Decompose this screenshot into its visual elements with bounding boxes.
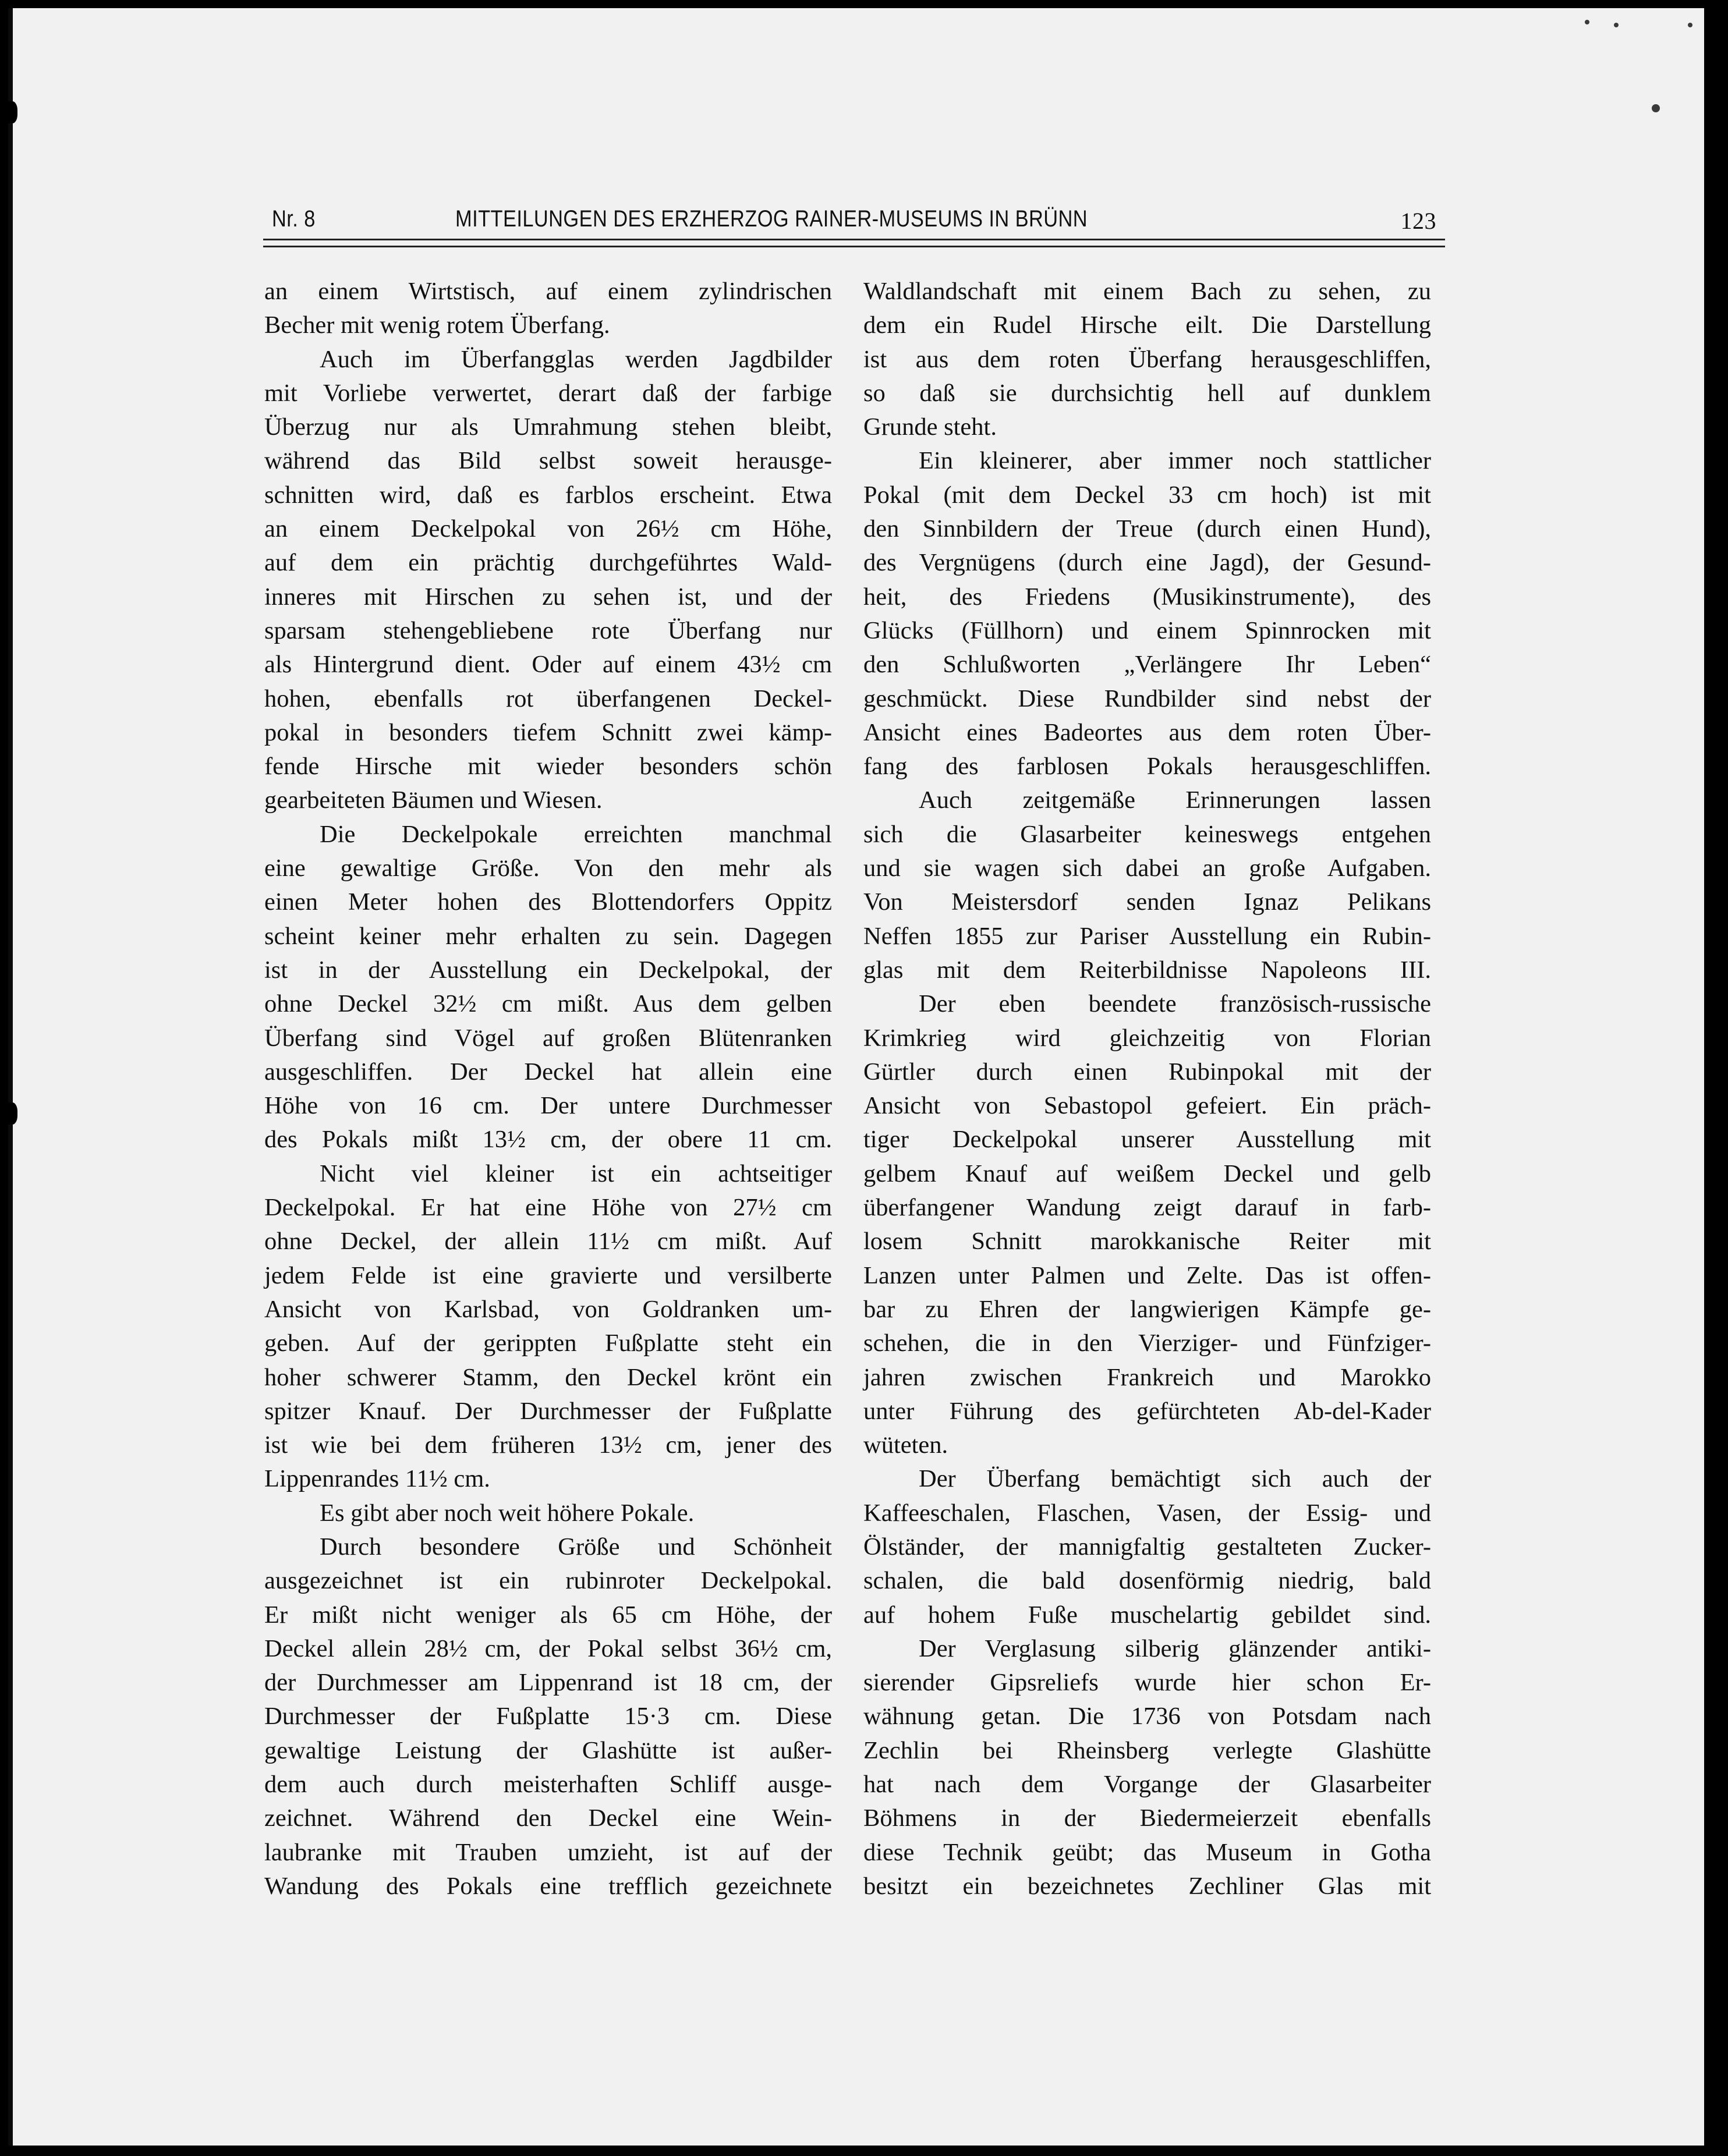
text-line: Nicht viel kleiner ist ein achtseitiger — [320, 1159, 832, 1187]
text-line: Kaffeeschalen, Flaschen, Vasen, der Essig- und — [863, 1499, 1431, 1527]
text-line: und sie wagen sich dabei an große Aufgaben. — [863, 854, 1431, 882]
text-line: so daß sie durchsichtig hell auf dunklem — [863, 379, 1431, 407]
text-line: diese Technik geübt; das Museum in Gotha — [863, 1838, 1431, 1866]
text-line: Lanzen unter Palmen und Zelte. Das ist offen- — [863, 1261, 1431, 1289]
text-line: an einem Wirtstisch, auf einem zylindrischen — [264, 278, 832, 305]
text-line: auf hohem Fuße muschelartig gebildet sind. — [863, 1601, 1431, 1629]
text-line: Krimkrieg wird gleichzeitig von Florian — [863, 1024, 1431, 1052]
text-line: Böhmens in der Biedermeierzeit ebenfalls — [863, 1804, 1431, 1832]
text-line: fang des farblosen Pokals herausgeschliffen. — [863, 753, 1431, 781]
binding-mark — [5, 101, 17, 123]
text-line: ausgezeichnet ist ein rubinroter Deckelpokal. — [264, 1567, 832, 1595]
text-line: Der Überfang bemächtigt sich auch der — [919, 1465, 1431, 1493]
text-line: auf dem ein prächtig durchgeführtes Wald- — [264, 549, 832, 577]
text-line: an einem Deckelpokal von 26½ cm Höhe, — [264, 515, 832, 543]
text-line: wüteten. — [863, 1431, 948, 1459]
text-line: Ansicht von Sebastopol gefeiert. Ein präch- — [863, 1092, 1431, 1120]
scan-speck — [1652, 104, 1660, 112]
text-line: zeichnet. Während den Deckel eine Wein- — [264, 1804, 832, 1832]
text-line: pokal in besonders tiefem Schnitt zwei kämp- — [264, 718, 832, 746]
text-line: als Hintergrund dient. Oder auf einem 43½ cm — [264, 651, 832, 679]
running-header — [263, 200, 1445, 241]
text-line: Neffen 1855 zur Pariser Ausstellung ein Rubin- — [863, 922, 1431, 950]
text-line: ohne Deckel 32½ cm mißt. Aus dem gelben — [264, 990, 832, 1018]
text-line: Die Deckelpokale erreichten manchmal — [320, 820, 832, 848]
text-line: Der Verglasung silberig glänzender antiki- — [919, 1634, 1431, 1662]
text-line: sierender Gipsreliefs wurde hier schon Er- — [863, 1669, 1431, 1697]
text-line: Ansicht eines Badeortes aus dem roten Über- — [863, 718, 1431, 746]
text-line: Ölständer, der mannigfaltig gestalteten Zucker- — [863, 1533, 1431, 1561]
text-line: Deckelpokal. Er hat eine Höhe von 27½ cm — [264, 1194, 832, 1222]
text-line: Wandung des Pokals eine trefflich gezeichnete — [264, 1872, 832, 1900]
text-line: heit, des Friedens (Musikinstrumente), des — [863, 583, 1431, 611]
text-line: Gürtler durch einen Rubinpokal mit der — [863, 1058, 1431, 1086]
text-line: schalen, die bald dosenförmig niedrig, bald — [863, 1567, 1431, 1595]
text-line: den Schlußworten „Verlängere Ihr Leben“ — [863, 651, 1431, 679]
text-line: ist in der Ausstellung ein Deckelpokal, der — [264, 956, 832, 984]
text-line: Höhe von 16 cm. Der untere Durchmesser — [264, 1092, 832, 1120]
text-line: besitzt ein bezeichnetes Zechliner Glas mit — [863, 1872, 1431, 1900]
text-line: Waldlandschaft mit einem Bach zu sehen, zu — [863, 278, 1431, 305]
text-line: jahren zwischen Frankreich und Marokko — [863, 1363, 1431, 1391]
text-line: überfangener Wandung zeigt darauf in farb- — [863, 1194, 1431, 1222]
text-line: gearbeiteten Bäumen und Wiesen. — [264, 786, 603, 814]
text-line: Von Meistersdorf senden Ignaz Pelikans — [863, 888, 1431, 916]
text-line: jedem Felde ist eine gravierte und versilberte — [264, 1261, 832, 1289]
text-line: schnitten wird, daß es farblos erscheint. Etwa — [264, 481, 832, 509]
text-line: der Durchmesser am Lippenrand ist 18 cm, der — [264, 1669, 832, 1697]
text-line: tiger Deckelpokal unserer Ausstellung mit — [863, 1126, 1431, 1154]
text-line: ist aus dem roten Überfang herausgeschliffen, — [863, 345, 1431, 373]
text-line: scheint keiner mehr erhalten zu sein. Dagegen — [264, 922, 832, 950]
scan-speck — [1614, 23, 1619, 27]
scan-speck — [1688, 23, 1692, 27]
text-line: Der eben beendete französisch-russische — [919, 990, 1431, 1018]
text-line: Überzug nur als Umrahmung stehen bleibt, — [264, 413, 832, 441]
text-line: Es gibt aber noch weit höhere Pokale. — [320, 1499, 695, 1527]
text-line: Auch im Überfangglas werden Jagdbilder — [320, 345, 832, 373]
text-column-right — [863, 275, 1431, 1903]
text-line: Deckel allein 28½ cm, der Pokal selbst 36½ cm, — [264, 1634, 832, 1662]
text-line: sich die Glasarbeiter keineswegs entgehen — [863, 820, 1431, 848]
text-line: hat nach dem Vorgange der Glasarbeiter — [863, 1771, 1431, 1799]
scan-speck — [1585, 20, 1589, 24]
text-line: ist wie bei dem früheren 13½ cm, jener des — [264, 1431, 832, 1459]
text-line: des Pokals mißt 13½ cm, der obere 11 cm. — [264, 1126, 832, 1154]
issue-number: Nr. 8 — [272, 206, 316, 232]
text-line: dem auch durch meisterhaften Schliff ausge- — [264, 1771, 832, 1799]
text-line: unter Führung des gefürchteten Ab-del-Kader — [863, 1397, 1431, 1425]
text-line: dem ein Rudel Hirsche eilt. Die Darstellung — [863, 311, 1431, 339]
text-line: Auch zeitgemäße Erinnerungen lassen — [919, 786, 1431, 814]
text-line: Zechlin bei Rheinsberg verlegte Glashütte — [863, 1736, 1431, 1764]
text-line: schehen, die in den Vierziger- und Fünfziger- — [863, 1329, 1431, 1357]
text-line: Lippenrandes 11½ cm. — [264, 1465, 490, 1493]
text-line: hohen, ebenfalls rot überfangenen Deckel- — [264, 685, 832, 712]
binding-mark — [5, 1102, 17, 1125]
text-line: geschmückt. Diese Rundbilder sind nebst der — [863, 685, 1431, 712]
text-line: bar zu Ehren der langwierigen Kämpfe ge- — [863, 1295, 1431, 1323]
text-line: laubranke mit Trauben umzieht, ist auf der — [264, 1838, 832, 1866]
text-line: Durchmesser der Fußplatte 15·3 cm. Diese — [264, 1703, 832, 1731]
text-line: während das Bild selbst soweit herausge- — [264, 447, 832, 475]
text-line: hoher schwerer Stamm, den Deckel krönt ein — [264, 1363, 832, 1391]
journal-title: MITTEILUNGEN DES ERZHERZOG RAINER-MUSEUMS IN BRÜNN — [455, 206, 1088, 232]
text-line: Er mißt nicht weniger als 65 cm Höhe, der — [264, 1601, 832, 1629]
scan-border-right — [1704, 8, 1713, 2146]
text-line: geben. Auf der gerippten Fußplatte steht ein — [264, 1329, 832, 1357]
text-line: ohne Deckel, der allein 11½ cm mißt. Auf — [264, 1228, 832, 1256]
text-line: Becher mit wenig rotem Überfang. — [264, 311, 610, 339]
text-line: wähnung getan. Die 1736 von Potsdam nach — [863, 1703, 1431, 1731]
page-number: 123 — [1400, 208, 1436, 234]
text-line: eine gewaltige Größe. Von den mehr als — [264, 854, 832, 882]
text-line: gewaltige Leistung der Glashütte ist außer- — [264, 1736, 832, 1764]
text-column-left — [264, 275, 832, 1903]
text-line: des Vergnügens (durch eine Jagd), der Gesund- — [863, 549, 1431, 577]
text-line: inneres mit Hirschen zu sehen ist, und der — [264, 583, 832, 611]
text-line: gelbem Knauf auf weißem Deckel und gelb — [863, 1159, 1431, 1187]
text-line: spitzer Knauf. Der Durchmesser der Fußplatte — [264, 1397, 832, 1425]
text-line: Ansicht von Karlsbad, von Goldranken um- — [264, 1295, 832, 1323]
text-line: Ein kleinerer, aber immer noch stattlicher — [919, 447, 1431, 475]
text-line: sparsam stehengebliebene rote Überfang nur — [264, 616, 832, 644]
text-line: mit Vorliebe verwertet, derart daß der farbige — [264, 379, 832, 407]
text-line: den Sinnbildern der Treue (durch einen Hund), — [863, 515, 1431, 543]
text-line: Glücks (Füllhorn) und einem Spinnrocken mit — [863, 616, 1431, 644]
text-line: einen Meter hohen des Blottendorfers Oppitz — [264, 888, 832, 916]
text-line: Grunde steht. — [863, 413, 997, 441]
scanned-page — [8, 8, 1704, 2146]
text-line: ausgeschliffen. Der Deckel hat allein eine — [264, 1058, 832, 1086]
text-line: fende Hirsche mit wieder besonders schön — [264, 753, 832, 781]
text-line: Überfang sind Vögel auf großen Blütenranken — [264, 1024, 832, 1052]
text-line: losem Schnitt marokkanische Reiter mit — [863, 1228, 1431, 1256]
text-line: glas mit dem Reiterbildnisse Napoleons III. — [863, 956, 1431, 984]
header-double-rule — [263, 239, 1445, 247]
text-line: Pokal (mit dem Deckel 33 cm hoch) ist mit — [863, 481, 1431, 509]
text-line: Durch besondere Größe und Schönheit — [320, 1533, 832, 1561]
